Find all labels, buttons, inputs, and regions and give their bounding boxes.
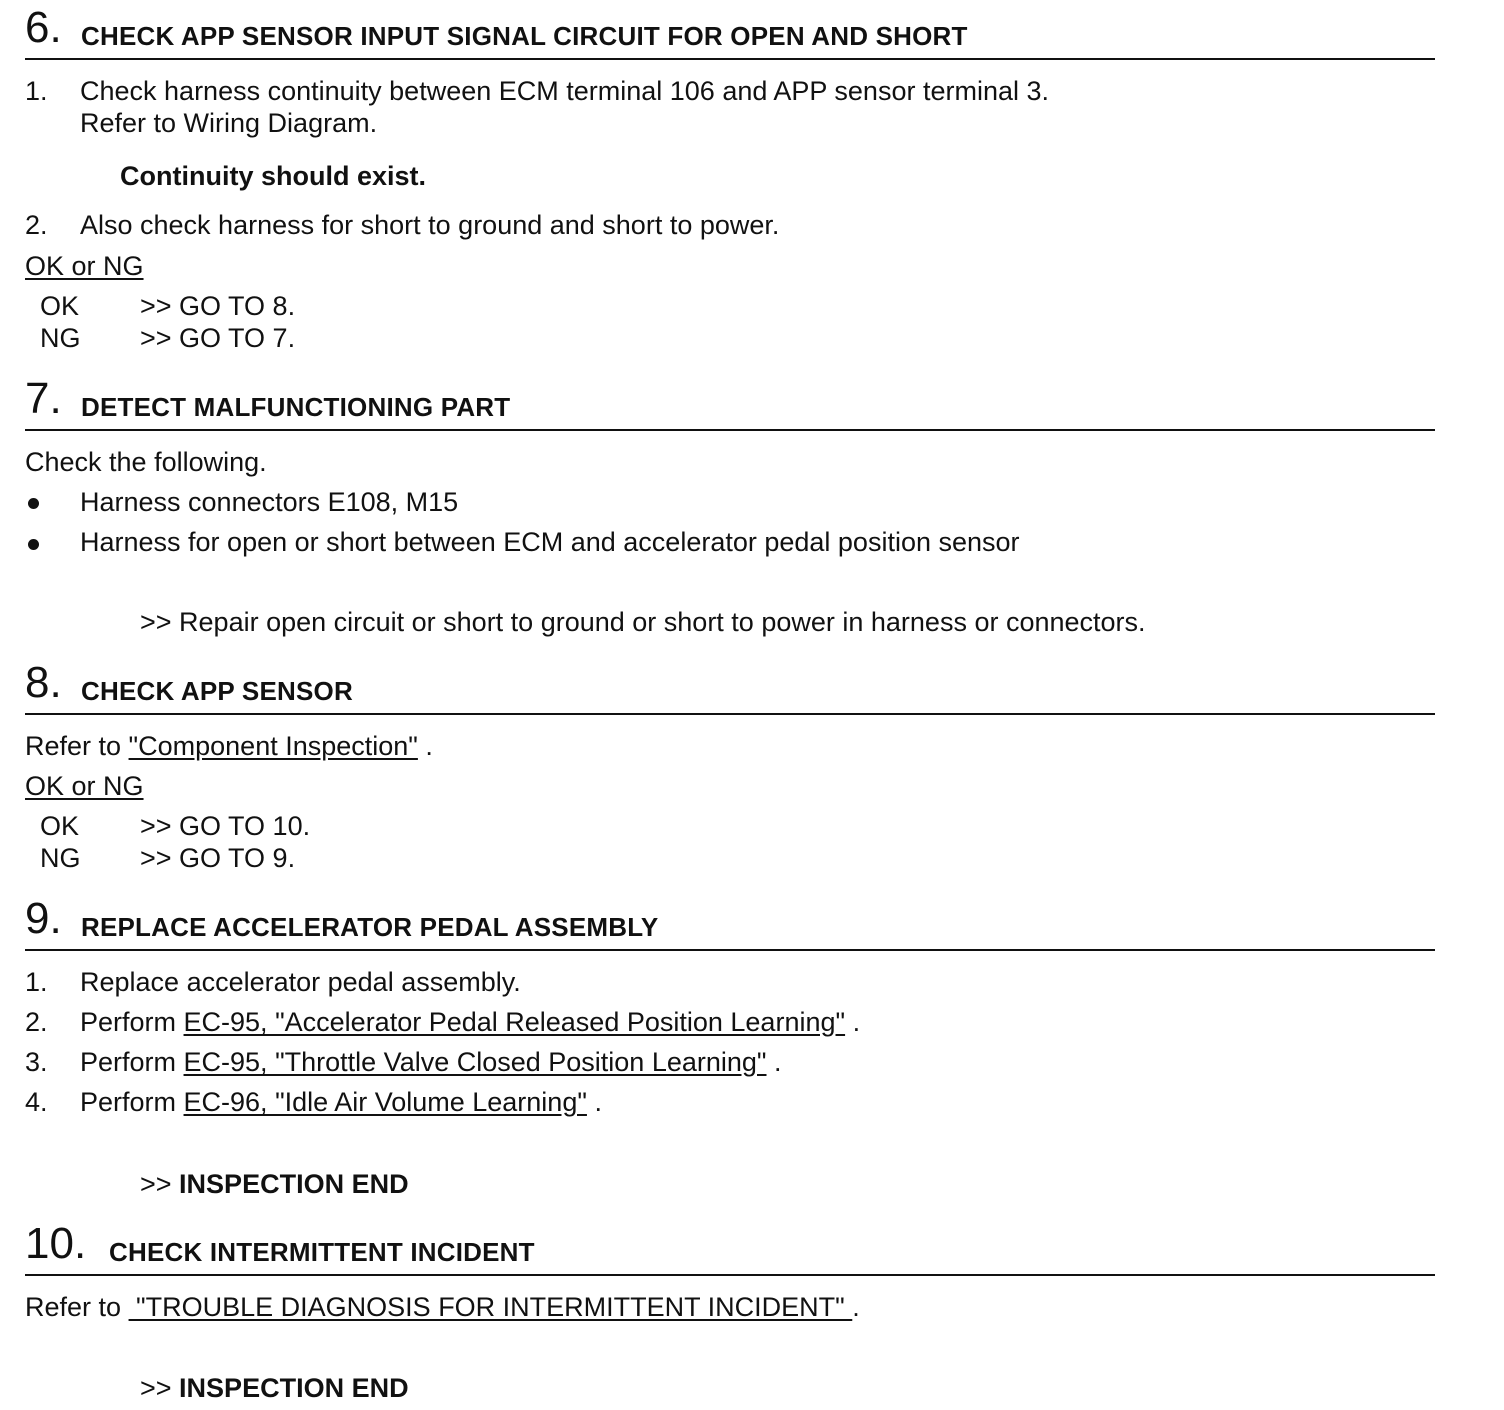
s9-end-line: [140, 1171, 409, 1198]
s9-step2-prefix: Perform: [80, 1007, 184, 1037]
section-7-divider: [25, 429, 1435, 431]
section-10-number: 10.: [25, 1219, 87, 1268]
s10-refer-line: [25, 1294, 860, 1321]
s9-step3-prefix: Perform: [80, 1047, 184, 1077]
s8-ok-action: >> GO TO 10.: [140, 811, 311, 841]
s9-end-text: INSPECTION END: [179, 1169, 409, 1199]
s8-refer-line: [25, 733, 433, 760]
s9-step1-text: Replace accelerator pedal assembly.: [80, 967, 521, 997]
s9-step4-number: 4.: [25, 1087, 48, 1117]
s7-bullet2: Harness for open or short between ECM and accelerator pedal position sensor: [80, 527, 1020, 557]
bullet-icon: [28, 498, 39, 509]
section-9-title: REPLACE ACCELERATOR PEDAL ASSEMBLY: [81, 912, 659, 942]
section-9-number: 9.: [25, 894, 62, 943]
s8-refer-suffix: .: [417, 731, 433, 761]
s10-end-arrow: >>: [140, 1373, 180, 1403]
s10-refer-prefix: Refer to: [25, 1292, 129, 1322]
section-6-number: 6.: [25, 3, 62, 52]
section-8-title: CHECK APP SENSOR: [81, 676, 353, 706]
s10-refer-suffix: .: [852, 1292, 860, 1322]
s6-step2-text: Also check harness for short to ground and short to power.: [80, 210, 780, 240]
s9-step3-number: 3.: [25, 1047, 48, 1077]
s8-ok-label: OK: [40, 811, 80, 841]
bullet-icon: [28, 539, 39, 550]
s9-step4-prefix: Perform: [80, 1087, 184, 1117]
s9-step2-number: 2.: [25, 1007, 48, 1037]
section-6-divider: [25, 58, 1435, 60]
section-6-header: [25, 3, 1435, 60]
s6-ok-action: >> GO TO 8.: [140, 291, 296, 321]
section-8-divider: [25, 713, 1435, 715]
s9-step3-suffix: .: [766, 1047, 782, 1077]
s8-refer-prefix: Refer to: [25, 731, 129, 761]
s9-step3-line: [80, 1049, 782, 1076]
s7-action: >> Repair open circuit or short to ground or short to power in harness or connectors.: [140, 607, 1146, 637]
s6-ng-action: >> GO TO 7.: [140, 323, 296, 353]
s10-end-text: INSPECTION END: [179, 1373, 409, 1403]
s7-intro: Check the following.: [25, 447, 267, 477]
s6-okng-heading: OK or NG: [25, 251, 144, 281]
s9-step4-suffix: .: [586, 1087, 602, 1117]
s8-ng-action: >> GO TO 9.: [140, 843, 296, 873]
section-6-title: CHECK APP SENSOR INPUT SIGNAL CIRCUIT FOR OPEN AND SHORT: [81, 21, 968, 51]
section-7-header: [25, 374, 1435, 431]
idle-air-volume-learning-link[interactable]: EC-96, "Idle Air Volume Learning": [183, 1087, 587, 1117]
s6-ng-label: NG: [40, 323, 81, 353]
component-inspection-link[interactable]: "Component Inspection": [128, 731, 418, 761]
s9-step1-number: 1.: [25, 967, 48, 997]
s9-step4-line: [80, 1089, 602, 1116]
section-8-number: 8.: [25, 658, 62, 707]
s8-okng-heading: OK or NG: [25, 771, 144, 801]
s9-step2-line: [80, 1009, 860, 1036]
s10-end-line: [140, 1375, 409, 1402]
s6-step1-number: 1.: [25, 76, 48, 106]
throttle-valve-learning-link[interactable]: EC-95, "Throttle Valve Closed Position Learning": [183, 1047, 767, 1077]
section-10-header: [25, 1219, 1435, 1276]
s6-ok-label: OK: [40, 291, 80, 321]
s6-step1-text: Check harness continuity between ECM terminal 106 and APP sensor terminal 3.: [80, 76, 1050, 106]
section-8-header: [25, 658, 1435, 715]
section-7-title: DETECT MALFUNCTIONING PART: [81, 392, 511, 422]
section-7-number: 7.: [25, 374, 62, 423]
accelerator-pedal-learning-link[interactable]: EC-95, "Accelerator Pedal Released Position Learning": [183, 1007, 846, 1037]
section-9-header: [25, 894, 1435, 951]
s7-bullet1: Harness connectors E108, M15: [80, 487, 459, 517]
s6-spec: Continuity should exist.: [120, 161, 427, 191]
s9-step2-suffix: .: [845, 1007, 861, 1037]
s6-step1-text-line2: Refer to Wiring Diagram.: [80, 108, 378, 138]
section-9-divider: [25, 949, 1435, 951]
s9-end-arrow: >>: [140, 1169, 180, 1199]
section-10-title: CHECK INTERMITTENT INCIDENT: [109, 1237, 535, 1267]
section-10-divider: [25, 1274, 1435, 1276]
s8-ng-label: NG: [40, 843, 81, 873]
s6-step2-number: 2.: [25, 210, 48, 240]
intermittent-incident-link[interactable]: "TROUBLE DIAGNOSIS FOR INTERMITTENT INCIDENT": [128, 1292, 853, 1322]
